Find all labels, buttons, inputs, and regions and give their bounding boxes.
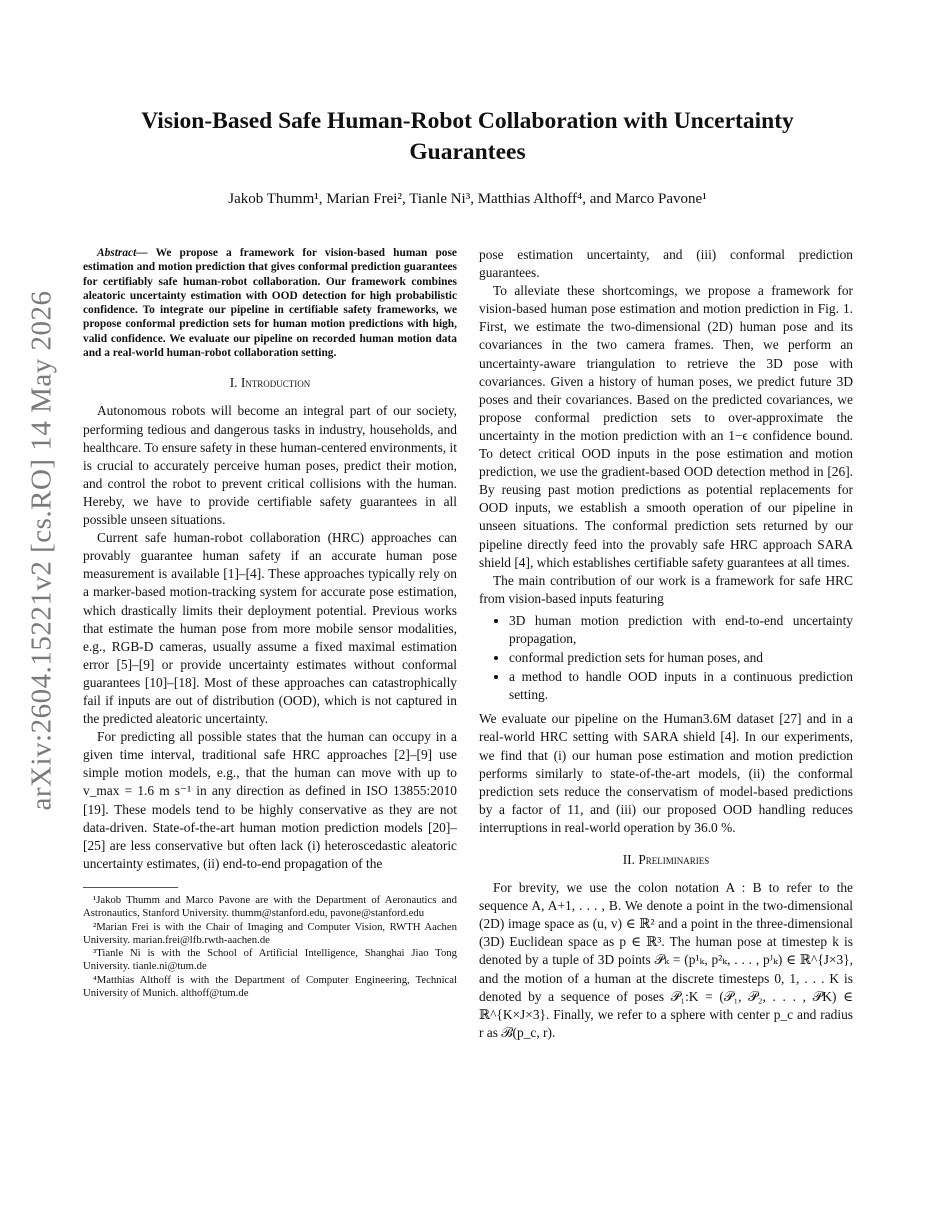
left-column bbox=[83, 246, 457, 1000]
contribution-list bbox=[479, 612, 853, 704]
section-heading-introduction: I. Introduction bbox=[229, 375, 311, 391]
preliminaries-paragraph: For brevity, we use the colon notation A : B to refer to the sequence A, A+1, . . . , B. We denote a point in the two-dimensional (2D) image space as (u, v) ∈ ℝ² and a point in the three-dimensional (3D) Euclidean space as p ∈ ℝ³. The human pose at timestep k is denoted by a tuple of 3D points 𝒫ₖ = (p¹ₖ, p²ₖ, . . . , pᴶₖ) ∈ ℝ^{J×3}, and the motion of a human at the discrete timesteps 0, 1, . . . K is denoted by a sequence of poses 𝒫₁:K = (𝒫₁, 𝒫₂, . . . , 𝒫K) ∈ ℝ^{K×J×3}. Finally, we refer to a sphere with center p_c and radius r as ℬ(p_c, r). bbox=[479, 880, 853, 1040]
abstract-label: Abstract— bbox=[97, 247, 148, 259]
right-column bbox=[479, 246, 853, 1042]
intro-paragraph-1: Autonomous robots will become an integral part of our society, performing tedious and dangerous tasks in industry, households, and healthcare. To ensure safety in these human-centered environments, it is crucial to accurately perceive human poses, predict their motion, and control the robot to prevent critical collisions with the human. Hereby, we have to provide certifiable safety guarantees in all possible unseen situations. bbox=[83, 403, 457, 528]
footnote-2: ²Marian Frei is with the Chair of Imaging and Computer Vision, RWTH Aachen University. marian.frei@lfb.rwth-aachen.de bbox=[83, 920, 457, 946]
framework-paragraph: To alleviate these shortcomings, we propose a framework for vision-based human pose estimation and motion prediction in Fig. 1. First, we estimate the two-dimensional (2D) human pose and its covariances in the two camera frames. Then, we perform an uncertainty-aware triangulation to retrieve the 3D pose with covariances. Given a history of human poses, we predict future 3D poses and their covariances. Based on the predicted covariances, we propose conformal prediction sets to over-approximate the uncertainty in the motion prediction with an 1−ϵ confidence bound. To detect critical OOD inputs in the pose estimation and motion prediction, we use the gradient-based OOD detection method in [26]. By reusing past motion predictions as potential replacements for OOD inputs, we establish a smooth operation of our pipeline in unseen situations. The conformal prediction sets returned by our pipeline directly feed into the provably safe HRC approach SARA shield [4], which establishes certifiable safety guarantees at all times. bbox=[479, 283, 853, 570]
footnote-3: ³Tianle Ni is with the School of Artificial Intelligence, Shanghai Jiao Tong University. tianle.ni@tum.de bbox=[83, 947, 457, 973]
contribution-intro: The main contribution of our work is a framework for safe HRC from vision-based inputs featuring bbox=[479, 572, 853, 606]
footnote-4: ⁴Matthias Althoff is with the Department of Computer Engineering, Technical University of Munich. althoff@tum.de bbox=[83, 973, 457, 999]
evaluation-paragraph: We evaluate our pipeline on the Human3.6M dataset [27] and in a real-world HRC setting with SARA shield [4]. In our experiments, we find that (i) our human pose estimation and motion prediction performs similarly to state-of-the-art models, (ii) the conformal prediction sets reduce the conservatism of model-based predictions by a factor of 11, and (iii) our proposed OOD handling reduces interruptions in real-world operation by 36.0 %. bbox=[479, 711, 853, 835]
list-item: • a method to handle OOD inputs in a continuous prediction setting. bbox=[509, 668, 853, 704]
abstract-text: We propose a framework for vision-based human pose estimation and motion prediction that gives conformal prediction guarantees for certifiably safe human-robot collaboration. Our framework combines aleatoric uncertainty estimation with OOD detection for high probabilistic confidence. To integrate our pipeline in certifiable safety frameworks, we propose conformal prediction sets for human motion predictions with high, valid confidence. We evaluate our pipeline on recorded human motion data and a real-world human-robot collaboration setting. bbox=[83, 247, 457, 360]
paper-title: Vision-Based Safe Human-Robot Collaboration with Uncertainty Guarantees bbox=[141, 108, 794, 165]
footnote-rule bbox=[83, 887, 178, 888]
section-heading-preliminaries: II. Preliminaries bbox=[622, 852, 710, 867]
intro-paragraph-2: Current safe human-robot collaboration (HRC) approaches can provably guarantee human safety if an accurate human pose measurement is available [1]–[4]. These approaches typically rely on a marker-based motion-tracking system for accurate pose estimation, which drastically limits their deployment potential. Previous works that estimate the human pose from more mobile sensor modalities, e.g., RGB-D cameras, usually assume a fixed maximal estimation error [5]–[9] or provide uncertainty estimates without conformal guarantees [10]–[18]. Most of these approaches can catastrophically fail if inputs are out of distribution (OOD), which is not captured in the predicted aleatoric uncertainty. bbox=[83, 530, 457, 727]
author-list: Jakob Thumm¹, Marian Frei², Tianle Ni³, Matthias Althoff⁴, and Marco Pavone¹ bbox=[228, 191, 707, 207]
continued-paragraph: pose estimation uncertainty, and (iii) conformal prediction guarantees. bbox=[479, 247, 853, 281]
abstract bbox=[83, 246, 457, 360]
intro-paragraph-3: For predicting all possible states that the human can occupy in a given time interval, traditional safe HRC approaches [2]–[9] use simple motion models, e.g., that the human can move with up to v_max = 1.6 m s⁻¹ in any direction as defined in ISO 13855:2010 [19]. These models tend to be highly conservative as they are not data-driven. State-of-the-art human motion prediction models [20]–[25] are less conservative but often lack (i) heteroscedastic aleatoric uncertainty estimates, (ii) end-to-end propagation of the bbox=[83, 729, 457, 871]
list-item: • conformal prediction sets for human poses, and bbox=[509, 649, 853, 667]
arxiv-label: arXiv:2604.15221v2 [cs.RO] 14 May 2026 bbox=[25, 289, 58, 811]
footnote-1: ¹Jakob Thumm and Marco Pavone are with the Department of Aeronautics and Astronautics, Stanford University. thumm@stanford.edu, pavone@stanford.edu bbox=[83, 893, 457, 920]
list-item: • 3D human motion prediction with end-to-end uncertainty propagation, bbox=[509, 612, 853, 648]
arxiv-identifier bbox=[22, 230, 62, 870]
